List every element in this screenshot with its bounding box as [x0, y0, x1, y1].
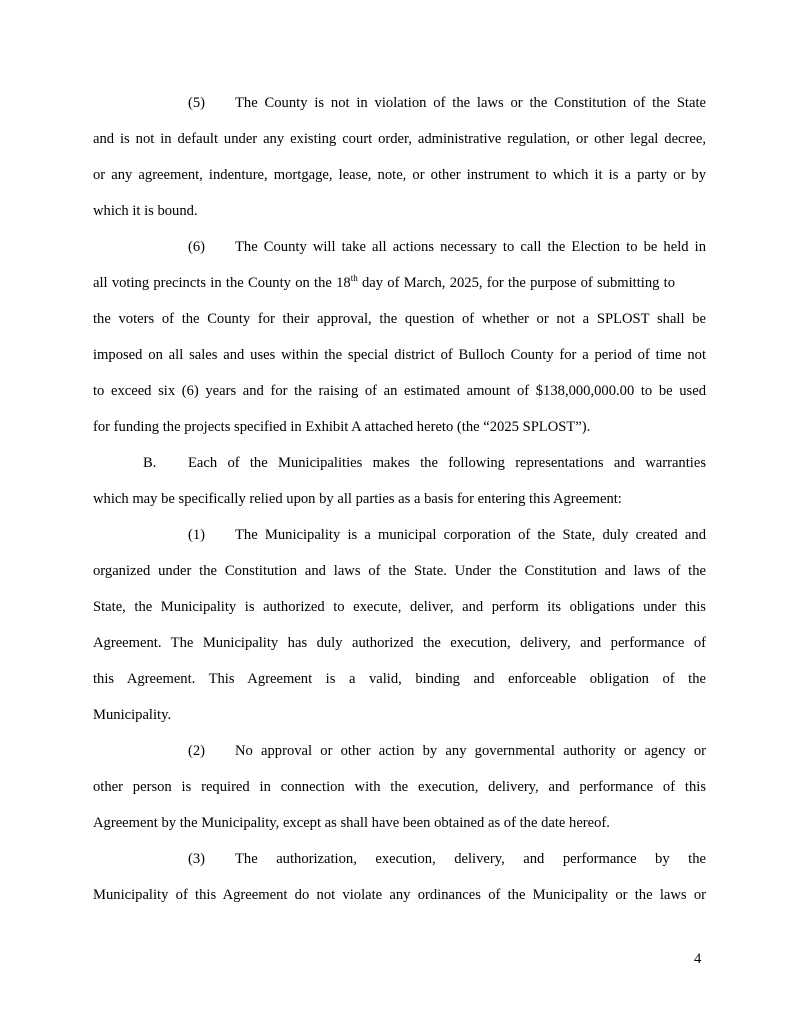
text-line: this Agreement. This Agreement is a valid, binding and enforceable obligation of the — [93, 671, 706, 687]
text-line: Municipality. — [93, 707, 172, 723]
paragraph-number: (3) — [188, 851, 206, 867]
text-line: organized under the Constitution and laws of the State. Under the Constitution and laws of the — [93, 563, 706, 579]
text-line: The County is not in violation of the laws or the Constitution of the State — [235, 95, 706, 111]
text-line: The Municipality is a municipal corporation of the State, duly created and — [235, 527, 706, 543]
text-line: Municipality of this Agreement do not violate any ordinances of the Municipality or the laws or — [93, 887, 706, 903]
text-line: for funding the projects specified in Exhibit A attached hereto (the “2025 SPLOST”). — [93, 419, 591, 435]
paragraph-number: (5) — [188, 95, 206, 111]
text-line: imposed on all sales and uses within the special district of Bulloch County for a period of time not — [93, 347, 706, 363]
text-line: The authorization, execution, delivery, and performance by the — [235, 851, 706, 867]
text-line: which it is bound. — [93, 203, 198, 219]
text-line: The County will take all actions necessary to call the Election to be held in — [235, 239, 706, 255]
text-fragment: day of March, 2025, for the purpose of submitting to — [357, 275, 676, 291]
text-line: No approval or other action by any governmental authority or agency or — [235, 743, 706, 759]
text-line: which may be specifically relied upon by all parties as a basis for entering this Agreement: — [93, 491, 622, 507]
text-line: the voters of the County for their approval, the question of whether or not a SPLOST shall be — [93, 311, 706, 327]
text-line — [93, 274, 706, 292]
paragraph-number: (1) — [188, 527, 206, 543]
text-line: or any agreement, indenture, mortgage, lease, note, or other instrument to which it is a party or by — [93, 167, 706, 183]
text-line: and is not in default under any existing court order, administrative regulation, or other legal decree, — [93, 131, 706, 147]
paragraph-number: (2) — [188, 743, 206, 759]
text-line: State, the Municipality is authorized to execute, deliver, and perform its obligations under this — [93, 599, 706, 615]
page-number: 4 — [694, 951, 702, 967]
paragraph-number: (6) — [188, 239, 206, 255]
text-line: Agreement by the Municipality, except as shall have been obtained as of the date hereof. — [93, 815, 610, 831]
text-fragment: all voting precincts in the County on the 18 — [93, 275, 351, 291]
ordinal-superscript: th — [350, 273, 358, 283]
text-line: Agreement. The Municipality has duly authorized the execution, delivery, and performance of — [93, 635, 706, 651]
section-letter: B. — [143, 455, 157, 471]
text-line: to exceed six (6) years and for the raising of an estimated amount of $138,000,000.00 to be used — [93, 383, 706, 399]
text-line: Each of the Municipalities makes the following representations and warranties — [188, 455, 706, 471]
text-line: other person is required in connection with the execution, delivery, and performance of this — [93, 779, 706, 795]
